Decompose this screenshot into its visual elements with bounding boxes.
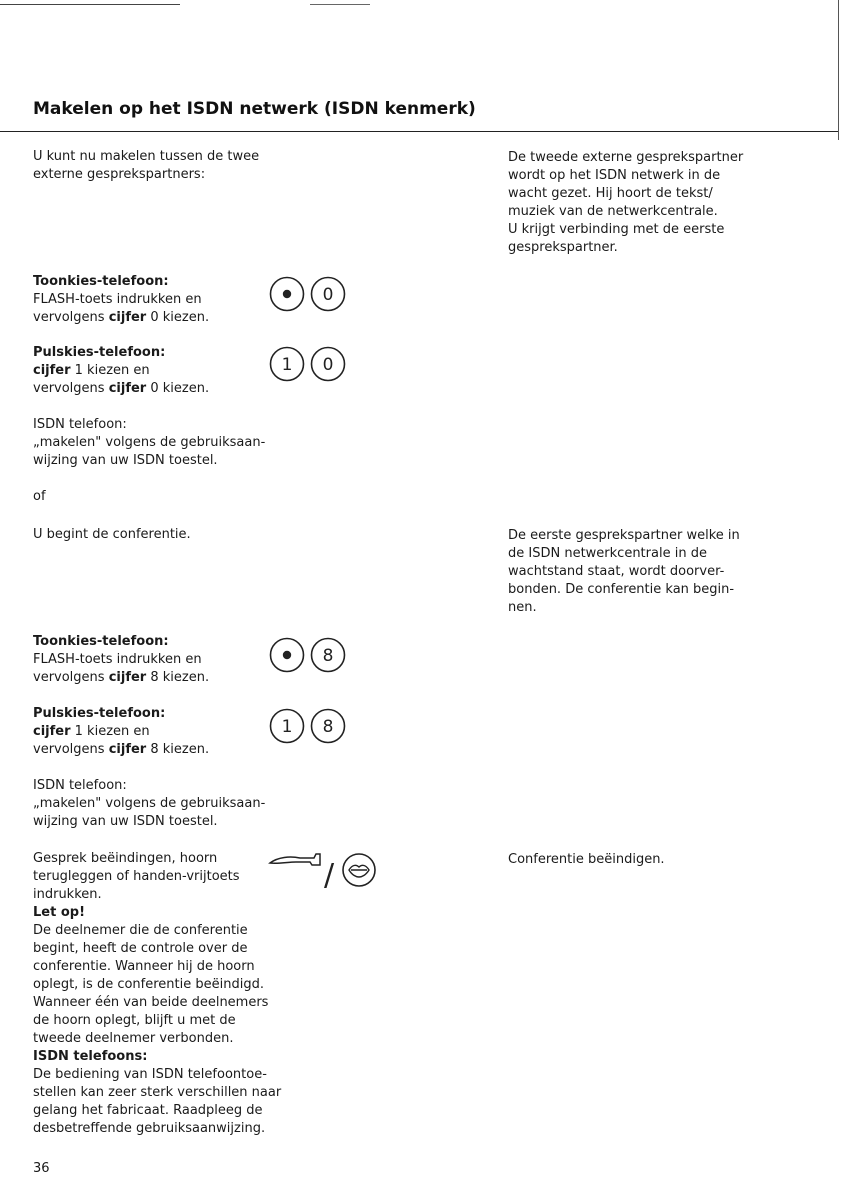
conference-right-line: De eerste gesprekspartner welke in [508, 528, 740, 543]
text-fragment: 1 kiezen en [70, 363, 150, 378]
intro-right-line: wordt op het ISDN netwerk in de [508, 168, 721, 183]
cijfer-bold: cijfer [33, 363, 71, 378]
isdn-line: ISDN telefoon: [33, 417, 127, 432]
intro-right-line: muziek van de netwerkcentrale. [508, 204, 718, 219]
cijfer-bold: cijfer [108, 742, 147, 757]
isdn-line: ISDN telefoon: [33, 778, 127, 793]
conference-right-line: wachtstand staat, wordt doorver- [508, 564, 725, 579]
note-line: conferentie. Wanneer hij de hoorn [33, 959, 255, 974]
isdn-line: „makelen" volgens de gebruiksaan- [33, 796, 266, 811]
puls-line [33, 380, 273, 398]
intro-left [33, 148, 273, 184]
key-label: 1 [281, 355, 293, 375]
top-edge-rule-2 [310, 4, 370, 5]
isdn-telefoons-line: De bediening van ISDN telefoontoe- [33, 1067, 267, 1082]
conference-right [508, 527, 808, 617]
puls-line [33, 362, 273, 380]
puls-line [33, 723, 273, 741]
end-line: indrukken. [33, 887, 102, 902]
note-line: oplegt, is de conferentie beëindigd. [33, 977, 264, 992]
toon-heading: Toonkies-telefoon: [33, 634, 169, 649]
hangup-icons [266, 843, 386, 899]
intro-left-line: externe gesprekspartners: [33, 167, 206, 182]
conference-right-line: nen. [508, 600, 537, 615]
toon-line: FLASH-toets indrukken en [33, 292, 202, 307]
cijfer-bold: cijfer [108, 310, 147, 325]
note-line: Wanneer één van beide deelnemers [33, 995, 269, 1010]
key-pair-1-0 [268, 345, 348, 383]
toon-line: FLASH-toets indrukken en [33, 652, 202, 667]
note-line: tweede deelnemer verbonden. [33, 1031, 234, 1046]
puls-instructions-1 [33, 344, 273, 398]
isdn-line: wijzing van uw ISDN toestel. [33, 814, 218, 829]
right-edge-line [838, 0, 839, 140]
isdn-telefoons-heading: ISDN telefoons: [33, 1049, 148, 1064]
text-fragment: 8 kiezen. [146, 670, 210, 685]
text-fragment: 0 kiezen. [146, 310, 210, 325]
cijfer-bold: cijfer [33, 724, 71, 739]
intro-right-line: gesprekspartner. [508, 240, 618, 255]
isdn-line: wijzing van uw ISDN toestel. [33, 453, 218, 468]
conference-right-line: bonden. De conferentie kan begin- [508, 582, 735, 597]
key-label: 8 [322, 717, 334, 737]
toon-instructions-2 [33, 633, 273, 687]
key-pair-flash-0 [268, 275, 348, 313]
key-label: 0 [322, 285, 334, 305]
or-text: of [33, 489, 46, 504]
flash-dot-icon [283, 651, 291, 659]
toon-instructions-1 [33, 273, 273, 327]
key-label: 0 [322, 355, 334, 375]
intro-right [508, 149, 808, 257]
intro-right-line: De tweede externe gesprekspartner [508, 150, 744, 165]
text-fragment: vervolgens [33, 670, 109, 685]
intro-right-line: wacht gezet. Hij hoort de tekst/ [508, 186, 713, 201]
puls-heading: Pulskies-telefoon: [33, 345, 166, 360]
note-heading: Let op! [33, 905, 86, 920]
isdn-telefoons-line: gelang het fabricaat. Raadpleeg de [33, 1103, 263, 1118]
isdn-instructions-2 [33, 777, 273, 831]
text-fragment: 0 kiezen. [146, 381, 210, 396]
end-line: terugleggen of handen-vrijtoets [33, 869, 240, 884]
text-fragment: vervolgens [33, 381, 109, 396]
separator-slash: / [324, 858, 335, 893]
isdn-telefoons-line: stellen kan zeer sterk verschillen naar [33, 1085, 282, 1100]
top-edge-rule [0, 4, 180, 5]
isdn-line: „makelen" volgens de gebruiksaan- [33, 435, 266, 450]
toon-heading: Toonkies-telefoon: [33, 274, 169, 289]
page-title: Makelen op het ISDN netwerk (ISDN kenmerk) [33, 99, 476, 119]
key-pair-1-8 [268, 707, 348, 745]
puls-line [33, 741, 273, 759]
isdn-instructions-1 [33, 416, 273, 470]
intro-left-line: U kunt nu makelen tussen de twee [33, 149, 260, 164]
toon-line [33, 669, 273, 687]
lips-icon [349, 865, 369, 877]
puls-heading: Pulskies-telefoon: [33, 706, 166, 721]
text-fragment: vervolgens [33, 310, 109, 325]
page-number: 36 [33, 1161, 50, 1176]
key-pair-flash-8 [268, 636, 348, 674]
note-line: De deelnemer die de conferentie [33, 923, 248, 938]
intro-right-line: U krijgt verbinding met de eerste [508, 222, 725, 237]
end-instructions [33, 850, 293, 1138]
flash-dot-icon [283, 290, 291, 298]
conference-left: U begint de conferentie. [33, 527, 191, 542]
cijfer-bold: cijfer [108, 670, 147, 685]
note-line: begint, heeft de controle over de [33, 941, 248, 956]
text-fragment: 8 kiezen. [146, 742, 210, 757]
toon-line [33, 309, 273, 327]
end-line: Gesprek beëindingen, hoorn [33, 851, 218, 866]
title-rule [0, 131, 838, 132]
cijfer-bold: cijfer [108, 381, 147, 396]
isdn-telefoons-line: desbetreffende gebruiksaanwijzing. [33, 1121, 266, 1136]
text-fragment: 1 kiezen en [70, 724, 150, 739]
key-label: 1 [281, 717, 293, 737]
handset-icon [270, 854, 320, 865]
text-fragment: vervolgens [33, 742, 109, 757]
key-label: 8 [322, 646, 334, 666]
note-line: de hoorn oplegt, blijft u met de [33, 1013, 236, 1028]
conference-right-line: de ISDN netwerkcentrale in de [508, 546, 707, 561]
puls-instructions-2 [33, 705, 273, 759]
end-right: Conferentie beëindigen. [508, 852, 665, 867]
